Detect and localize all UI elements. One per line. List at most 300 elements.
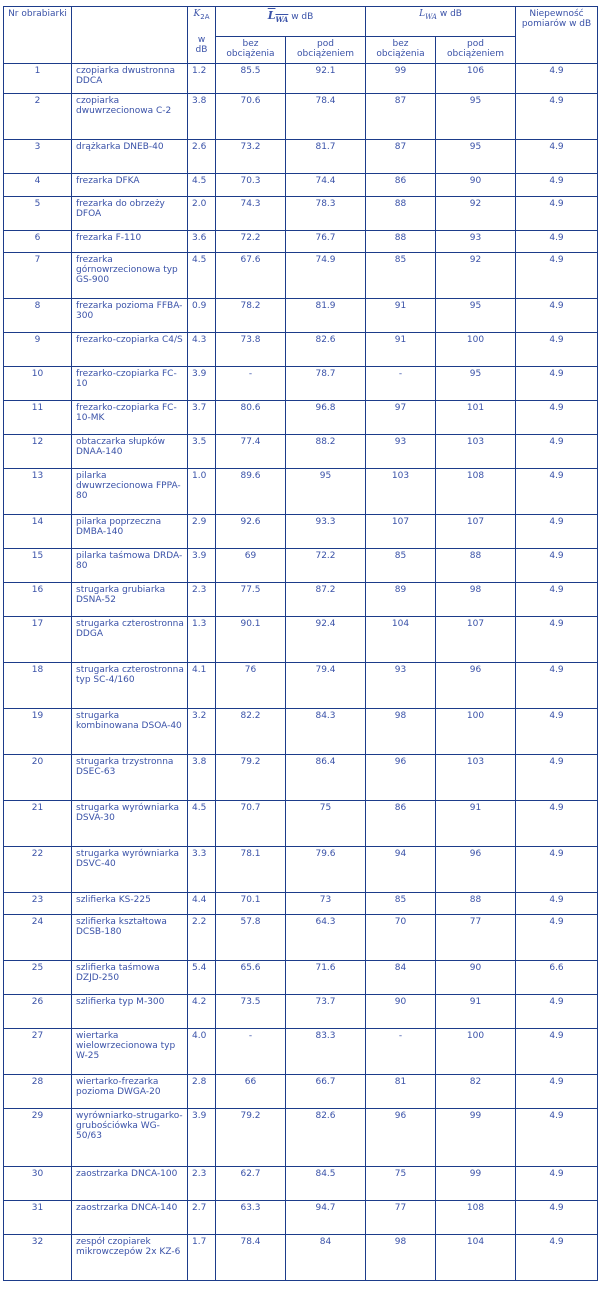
cell-name: frezarko-czopiarka FC-10-MK [72,401,188,435]
cell-lwa-no-load: 87 [366,140,436,174]
cell-k2a: 4.2 [188,995,216,1029]
cell-uncertainty: 4.9 [516,1109,598,1167]
lwa-unit: w dB [439,9,462,19]
cell-lwa-no-load: 91 [366,299,436,333]
cell-nr: 30 [4,1167,72,1201]
cell-k2a: 3.3 [188,847,216,893]
cell-lwa-no-load: 93 [366,663,436,709]
cell-lwa-no-load: 103 [366,469,436,515]
cell-k2a: 3.5 [188,435,216,469]
cell-name: zaostrzarka DNCA-140 [72,1201,188,1235]
cell-nr: 9 [4,333,72,367]
table-row [4,893,598,915]
cell-k2a: 1.0 [188,469,216,515]
cell-lwa-bar-load: 93.3 [286,515,366,549]
table-row [4,515,598,549]
cell-name: pilarka taśmowa DRDA-80 [72,549,188,583]
cell-k2a: 4.5 [188,253,216,299]
cell-name: wiertarko-frezarka pozioma DWGA-20 [72,1075,188,1109]
cell-lwa-load: 108 [436,1201,516,1235]
cell-lwa-bar-load: 95 [286,469,366,515]
cell-nr: 7 [4,253,72,299]
cell-lwa-load: 107 [436,515,516,549]
cell-nr: 17 [4,617,72,663]
cell-uncertainty: 4.9 [516,140,598,174]
cell-name: szlifierka typ M-300 [72,995,188,1029]
cell-lwa-no-load: - [366,367,436,401]
table-row [4,401,598,435]
cell-lwa-bar-no-load: 67.6 [216,253,286,299]
cell-name: szlifierka kształtowa DCSB-180 [72,915,188,961]
cell-name: wyrówniarko-strugarko-grubościówka WG-50/63 [72,1109,188,1167]
cell-lwa-bar-load: 94.7 [286,1201,366,1235]
cell-lwa-bar-load: 83.3 [286,1029,366,1075]
cell-uncertainty: 6.6 [516,961,598,995]
cell-k2a: 3.8 [188,755,216,801]
cell-lwa-bar-load: 86.4 [286,755,366,801]
cell-lwa-load: 103 [436,755,516,801]
cell-k2a: 4.3 [188,333,216,367]
cell-lwa-load: 92 [436,253,516,299]
cell-nr: 11 [4,401,72,435]
cell-lwa-bar-no-load: 77.4 [216,435,286,469]
cell-name: strugarka czterostronna typ SC-4/160 [72,663,188,709]
cell-uncertainty: 4.9 [516,1075,598,1109]
table-row [4,1235,598,1281]
cell-uncertainty: 4.9 [516,299,598,333]
cell-lwa-bar-no-load: 85.5 [216,64,286,94]
cell-name: szlifierka taśmowa DZJD-250 [72,961,188,995]
table-row [4,847,598,893]
cell-name: frezarka DFKA [72,174,188,197]
cell-nr: 16 [4,583,72,617]
cell-nr: 21 [4,801,72,847]
cell-lwa-bar-no-load: 90.1 [216,617,286,663]
cell-k2a: 4.4 [188,893,216,915]
cell-lwa-load: 104 [436,1235,516,1281]
cell-uncertainty: 4.9 [516,515,598,549]
cell-nr: 31 [4,1201,72,1235]
k2a-unit: w dB [195,34,208,55]
cell-nr: 1 [4,64,72,94]
cell-lwa-load: 108 [436,469,516,515]
cell-uncertainty: 4.9 [516,1029,598,1075]
table-row [4,435,598,469]
cell-lwa-no-load: 81 [366,1075,436,1109]
cell-k2a: 1.7 [188,1235,216,1281]
cell-lwa-load: 95 [436,367,516,401]
cell-name: drążkarka DNEB-40 [72,140,188,174]
cell-lwa-no-load: 85 [366,893,436,915]
cell-nr: 10 [4,367,72,401]
cell-lwa-bar-no-load: 78.1 [216,847,286,893]
cell-name: zespół czopiarek mikrowczepów 2x KZ-6 [72,1235,188,1281]
cell-lwa-no-load: 94 [366,847,436,893]
noise-table [3,6,598,1281]
cell-nr: 29 [4,1109,72,1167]
cell-k2a: 5.4 [188,961,216,995]
cell-k2a: 3.9 [188,1109,216,1167]
cell-lwa-bar-load: 71.6 [286,961,366,995]
cell-lwa-load: 99 [436,1109,516,1167]
cell-lwa-bar-load: 66.7 [286,1075,366,1109]
cell-lwa-load: 95 [436,94,516,140]
lwa-bar-symbol: $L_{WA}$ [267,9,289,25]
cell-lwa-bar-load: 82.6 [286,1109,366,1167]
table-row [4,64,598,94]
table-row [4,709,598,755]
cell-lwa-no-load: 70 [366,915,436,961]
cell-nr: 13 [4,469,72,515]
header-name [72,7,188,64]
table-row [4,801,598,847]
cell-uncertainty: 4.9 [516,893,598,915]
cell-uncertainty: 4.9 [516,231,598,253]
table-row [4,253,598,299]
cell-lwa-no-load: 91 [366,333,436,367]
table-row [4,995,598,1029]
cell-k2a: 2.9 [188,515,216,549]
cell-name: wiertarka wielowrzecionowa typ W-25 [72,1029,188,1075]
table-body [4,64,598,1281]
table-row [4,1167,598,1201]
cell-name: frezarko-czopiarka FC-10 [72,367,188,401]
cell-name: obtaczarka słupków DNAA-140 [72,435,188,469]
cell-lwa-no-load: 88 [366,197,436,231]
cell-nr: 27 [4,1029,72,1075]
cell-lwa-no-load: 86 [366,174,436,197]
cell-uncertainty: 4.9 [516,755,598,801]
cell-uncertainty: 4.9 [516,1167,598,1201]
cell-uncertainty: 4.9 [516,174,598,197]
cell-lwa-bar-no-load: 78.2 [216,299,286,333]
cell-lwa-load: 95 [436,299,516,333]
cell-uncertainty: 4.9 [516,197,598,231]
cell-lwa-bar-load: 74.9 [286,253,366,299]
cell-nr: 15 [4,549,72,583]
cell-lwa-load: 91 [436,801,516,847]
cell-lwa-load: 99 [436,1167,516,1201]
cell-nr: 28 [4,1075,72,1109]
cell-k2a: 2.8 [188,1075,216,1109]
cell-uncertainty: 4.9 [516,847,598,893]
cell-lwa-no-load: 85 [366,253,436,299]
header-k2a [188,7,216,64]
cell-name: czopiarka dwuwrzecionowa C-2 [72,94,188,140]
table-row [4,197,598,231]
table-row [4,1075,598,1109]
cell-k2a: 3.7 [188,401,216,435]
cell-lwa-bar-load: 76.7 [286,231,366,253]
cell-k2a: 2.7 [188,1201,216,1235]
cell-name: frezarka pozioma FFBA-300 [72,299,188,333]
table-row [4,1109,598,1167]
cell-name: frezarka F-110 [72,231,188,253]
table-row [4,549,598,583]
cell-name: pilarka dwuwrzecionowa FPPA-80 [72,469,188,515]
cell-lwa-load: 91 [436,995,516,1029]
table-row [4,1201,598,1235]
cell-k2a: 4.5 [188,801,216,847]
cell-lwa-no-load: 93 [366,435,436,469]
cell-uncertainty: 4.9 [516,401,598,435]
cell-name: frezarko-czopiarka C4/S [72,333,188,367]
table-row [4,617,598,663]
cell-uncertainty: 4.9 [516,617,598,663]
cell-lwa-bar-load: 81.7 [286,140,366,174]
cell-uncertainty: 4.9 [516,1201,598,1235]
cell-lwa-bar-no-load: 82.2 [216,709,286,755]
header-lwa-bar-no-load: bez obciążenia [216,37,286,64]
table-row [4,961,598,995]
cell-lwa-load: 98 [436,583,516,617]
cell-uncertainty: 4.9 [516,915,598,961]
cell-lwa-no-load: 87 [366,94,436,140]
cell-lwa-no-load: 96 [366,1109,436,1167]
cell-uncertainty: 4.9 [516,663,598,709]
cell-lwa-bar-load: 73 [286,893,366,915]
cell-uncertainty: 4.9 [516,64,598,94]
cell-nr: 3 [4,140,72,174]
cell-nr: 12 [4,435,72,469]
cell-nr: 4 [4,174,72,197]
cell-lwa-load: 88 [436,549,516,583]
cell-name: strugarka trzystronna DSEC-63 [72,755,188,801]
cell-lwa-bar-load: 73.7 [286,995,366,1029]
cell-uncertainty: 4.9 [516,801,598,847]
cell-lwa-bar-no-load: 65.6 [216,961,286,995]
cell-name: strugarka grubiarka DSNA-52 [72,583,188,617]
cell-name: strugarka wyrówniarka DSVA-30 [72,801,188,847]
cell-lwa-load: 88 [436,893,516,915]
cell-lwa-bar-no-load: 77.5 [216,583,286,617]
cell-k2a: 4.1 [188,663,216,709]
cell-lwa-load: 100 [436,1029,516,1075]
cell-name: zaostrzarka DNCA-100 [72,1167,188,1201]
table-row [4,94,598,140]
cell-uncertainty: 4.9 [516,435,598,469]
cell-lwa-bar-no-load: 57.8 [216,915,286,961]
cell-k2a: 1.3 [188,617,216,663]
header-lwa-load: pod obciążeniem [436,37,516,64]
cell-lwa-no-load: 90 [366,995,436,1029]
cell-lwa-bar-load: 78.4 [286,94,366,140]
cell-nr: 5 [4,197,72,231]
cell-k2a: 3.6 [188,231,216,253]
cell-lwa-bar-load: 79.6 [286,847,366,893]
cell-lwa-load: 82 [436,1075,516,1109]
cell-name: czopiarka dwustronna DDCA [72,64,188,94]
cell-lwa-bar-no-load: 73.5 [216,995,286,1029]
cell-lwa-load: 100 [436,333,516,367]
cell-k2a: 2.0 [188,197,216,231]
cell-k2a: 3.9 [188,367,216,401]
cell-lwa-load: 77 [436,915,516,961]
cell-lwa-load: 90 [436,961,516,995]
cell-nr: 8 [4,299,72,333]
cell-nr: 22 [4,847,72,893]
header-lwa [366,7,516,37]
cell-nr: 32 [4,1235,72,1281]
cell-lwa-bar-no-load: 63.3 [216,1201,286,1235]
cell-lwa-no-load: 84 [366,961,436,995]
cell-k2a: 2.6 [188,140,216,174]
table-row [4,299,598,333]
table-row [4,367,598,401]
cell-name: szlifierka KS-225 [72,893,188,915]
cell-nr: 25 [4,961,72,995]
cell-lwa-load: 93 [436,231,516,253]
cell-lwa-load: 96 [436,663,516,709]
cell-lwa-bar-no-load: 69 [216,549,286,583]
cell-lwa-bar-load: 88.2 [286,435,366,469]
cell-uncertainty: 4.9 [516,253,598,299]
table-row [4,333,598,367]
cell-nr: 23 [4,893,72,915]
cell-k2a: 3.2 [188,709,216,755]
cell-lwa-bar-no-load: 70.1 [216,893,286,915]
cell-lwa-bar-load: 74.4 [286,174,366,197]
cell-lwa-bar-no-load: 74.3 [216,197,286,231]
cell-lwa-bar-load: 72.2 [286,549,366,583]
cell-name: frezarka górnowrzecionowa typ GS-900 [72,253,188,299]
cell-lwa-load: 103 [436,435,516,469]
cell-lwa-no-load: 98 [366,709,436,755]
cell-lwa-bar-no-load: 73.8 [216,333,286,367]
cell-lwa-no-load: 96 [366,755,436,801]
cell-k2a: 4.0 [188,1029,216,1075]
cell-uncertainty: 4.9 [516,583,598,617]
cell-lwa-no-load: 86 [366,801,436,847]
header-nr: Nr obrabiarki [4,7,72,64]
cell-lwa-bar-load: 82.6 [286,333,366,367]
cell-nr: 20 [4,755,72,801]
header-lwa-bar [216,7,366,37]
cell-lwa-bar-no-load: 78.4 [216,1235,286,1281]
table-row [4,469,598,515]
cell-k2a: 0.9 [188,299,216,333]
cell-lwa-load: 107 [436,617,516,663]
cell-k2a: 2.2 [188,915,216,961]
cell-lwa-bar-load: 64.3 [286,915,366,961]
cell-lwa-bar-load: 81.9 [286,299,366,333]
cell-lwa-bar-load: 79.4 [286,663,366,709]
k2a-symbol: K [193,9,201,19]
cell-lwa-bar-no-load: 66 [216,1075,286,1109]
cell-lwa-no-load: 77 [366,1201,436,1235]
table-row [4,915,598,961]
cell-nr: 2 [4,94,72,140]
cell-lwa-bar-no-load: 76 [216,663,286,709]
cell-lwa-bar-no-load: 79.2 [216,755,286,801]
cell-lwa-bar-no-load: 92.6 [216,515,286,549]
cell-lwa-no-load: - [366,1029,436,1075]
cell-lwa-bar-load: 84.5 [286,1167,366,1201]
cell-nr: 14 [4,515,72,549]
table-row [4,140,598,174]
lwa-bar-unit: w dB [291,12,314,22]
cell-lwa-load: 101 [436,401,516,435]
cell-k2a: 1.2 [188,64,216,94]
lwa-symbol: $L_{WA}$ [419,9,437,21]
cell-k2a: 2.3 [188,1167,216,1201]
cell-lwa-bar-no-load: 80.6 [216,401,286,435]
header-uncertainty: Niepewność pomiarów w dB [516,7,598,64]
cell-lwa-bar-no-load: 70.7 [216,801,286,847]
cell-name: strugarka kombinowana DSOA-40 [72,709,188,755]
table-row [4,663,598,709]
k2a-subscript: 2A [200,12,210,21]
cell-nr: 6 [4,231,72,253]
cell-uncertainty: 4.9 [516,469,598,515]
cell-lwa-bar-no-load: 70.3 [216,174,286,197]
table-row [4,174,598,197]
cell-name: strugarka wyrówniarka DSVC-40 [72,847,188,893]
cell-lwa-bar-no-load: 72.2 [216,231,286,253]
table-row [4,1029,598,1075]
cell-lwa-bar-no-load: 73.2 [216,140,286,174]
cell-lwa-no-load: 99 [366,64,436,94]
cell-nr: 26 [4,995,72,1029]
cell-name: frezarka do obrzeży DFOA [72,197,188,231]
cell-lwa-load: 90 [436,174,516,197]
cell-lwa-bar-load: 84.3 [286,709,366,755]
cell-lwa-load: 106 [436,64,516,94]
cell-uncertainty: 4.9 [516,94,598,140]
cell-name: strugarka czterostronna DDGA [72,617,188,663]
cell-lwa-bar-load: 87.2 [286,583,366,617]
cell-lwa-no-load: 98 [366,1235,436,1281]
cell-uncertainty: 4.9 [516,709,598,755]
cell-name: pilarka poprzeczna DMBA-140 [72,515,188,549]
cell-lwa-bar-no-load: 89.6 [216,469,286,515]
cell-lwa-bar-load: 84 [286,1235,366,1281]
cell-lwa-load: 95 [436,140,516,174]
cell-lwa-no-load: 88 [366,231,436,253]
cell-lwa-no-load: 107 [366,515,436,549]
cell-lwa-bar-load: 92.4 [286,617,366,663]
cell-lwa-load: 92 [436,197,516,231]
table-row [4,583,598,617]
cell-lwa-no-load: 85 [366,549,436,583]
cell-k2a: 4.5 [188,174,216,197]
cell-lwa-bar-no-load: 70.6 [216,94,286,140]
cell-uncertainty: 4.9 [516,367,598,401]
cell-nr: 24 [4,915,72,961]
cell-nr: 19 [4,709,72,755]
cell-lwa-bar-no-load: - [216,1029,286,1075]
cell-lwa-no-load: 89 [366,583,436,617]
cell-lwa-load: 96 [436,847,516,893]
cell-lwa-bar-no-load: 79.2 [216,1109,286,1167]
cell-k2a: 3.8 [188,94,216,140]
header-lwa-bar-load: pod obciążeniem [286,37,366,64]
table-row [4,231,598,253]
cell-lwa-bar-no-load: - [216,367,286,401]
cell-lwa-load: 100 [436,709,516,755]
cell-lwa-bar-load: 78.7 [286,367,366,401]
cell-lwa-bar-load: 92.1 [286,64,366,94]
header-lwa-no-load: bez obciążenia [366,37,436,64]
cell-k2a: 3.9 [188,549,216,583]
cell-lwa-no-load: 75 [366,1167,436,1201]
table-row [4,755,598,801]
cell-k2a: 2.3 [188,583,216,617]
cell-uncertainty: 4.9 [516,333,598,367]
cell-lwa-bar-no-load: 62.7 [216,1167,286,1201]
cell-lwa-no-load: 104 [366,617,436,663]
header-row-top [4,7,598,37]
